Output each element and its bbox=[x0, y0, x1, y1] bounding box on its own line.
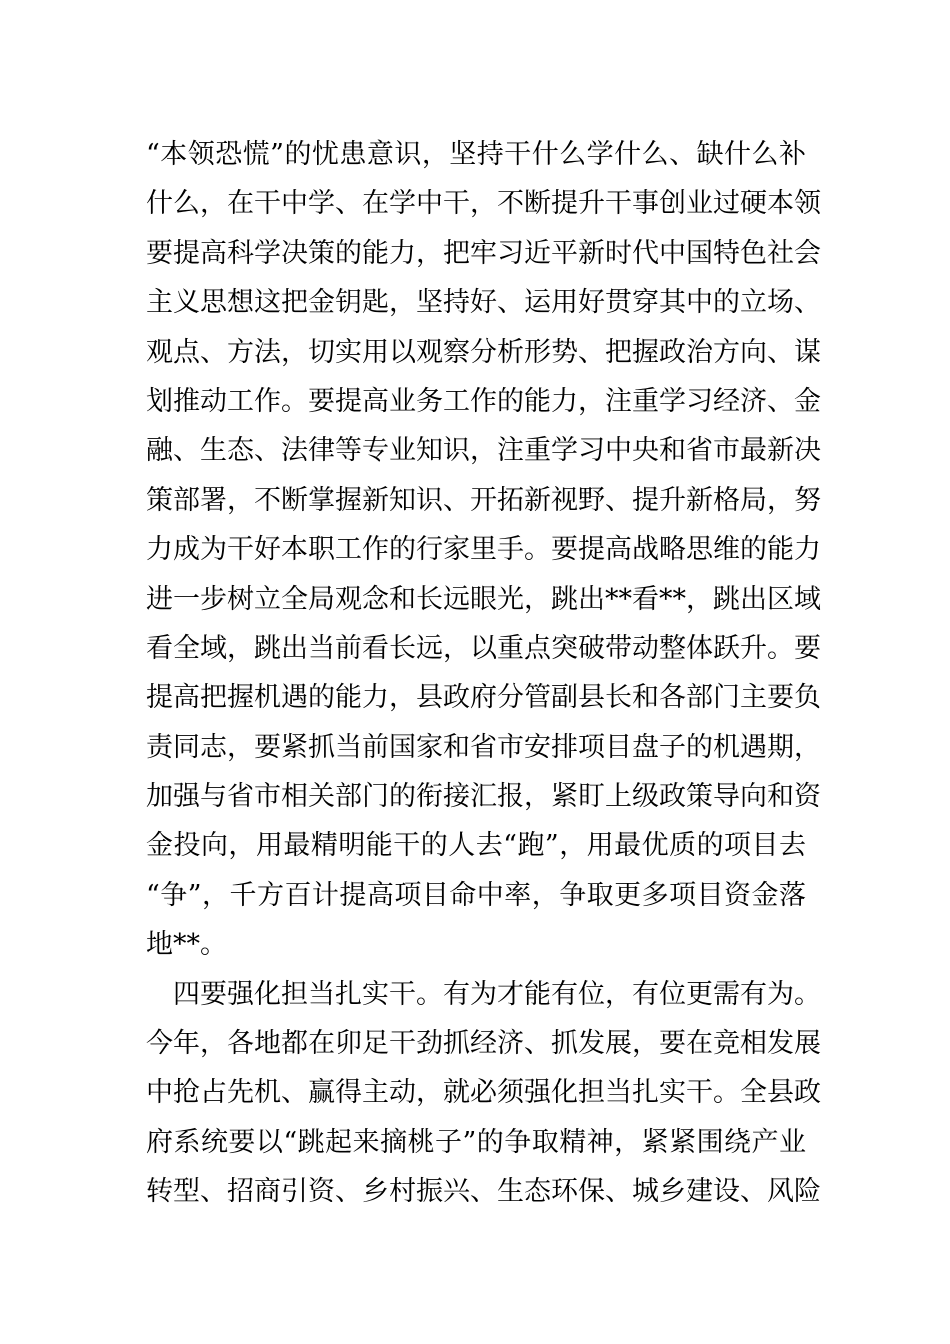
text-line: 中抢占先机、赢得主动，就必须强化担当扎实干。全县政 bbox=[146, 1077, 821, 1109]
text-line: 提高把握机遇的能力，县政府分管副县长和各部门主要负 bbox=[146, 682, 821, 714]
text-line: “争”，千方百计提高项目命中率，争取更多项目资金落 bbox=[146, 879, 806, 911]
text-line: “本领恐慌”的忧患意识，坚持干什么学什么、缺什么补 bbox=[146, 139, 806, 170]
text-line: 金投向，用最精明能干的人去“跑”，用最优质的项目去 bbox=[146, 830, 806, 862]
text-line: 策部署，不断掌握新知识、开拓新视野、提升新格局，努 bbox=[146, 484, 821, 516]
text-line: 责同志，要紧抓当前国家和省市安排项目盘子的机遇期， bbox=[146, 731, 821, 763]
text-line: 府系统要以“跳起来摘桃子”的争取精神，紧紧围绕产业 bbox=[146, 1126, 806, 1158]
text-line: 今年，各地都在卯足干劲抓经济、抓发展，要在竞相发展 bbox=[146, 1028, 821, 1060]
text-line: 主义思想这把金钥匙，坚持好、运用好贯穿其中的立场、 bbox=[146, 287, 821, 319]
text-line: 转型、招商引资、乡村振兴、生态环保、城乡建设、风险 bbox=[146, 1176, 821, 1208]
text-line-paragraph-end: 地**。 bbox=[146, 929, 227, 961]
text-line-paragraph-start: 四要强化担当扎实干。有为才能有位，有位更需有为。 bbox=[146, 978, 821, 1010]
text-line: 力成为干好本职工作的行家里手。要提高战略思维的能力 bbox=[146, 534, 821, 566]
text-line: 加强与省市相关部门的衔接汇报，紧盯上级政策导向和资 bbox=[146, 781, 821, 813]
text-line: 要提高科学决策的能力，把牢习近平新时代中国特色社会 bbox=[146, 237, 821, 269]
text-line: 划推动工作。要提高业务工作的能力，注重学习经济、金 bbox=[146, 385, 821, 417]
text-line: 看全域，跳出当前看长远，以重点突破带动整体跃升。要 bbox=[146, 632, 821, 664]
document-body bbox=[146, 130, 821, 1217]
text-line: 什么，在干中学、在学中干，不断提升干事创业过硬本领 bbox=[146, 188, 821, 220]
text-line: 进一步树立全局观念和长远眼光，跳出**看**，跳出区域 bbox=[146, 583, 821, 615]
text-line: 融、生态、法律等专业知识，注重学习中央和省市最新决 bbox=[146, 435, 821, 467]
text-line: 观点、方法，切实用以观察分析形势、把握政治方向、谋 bbox=[146, 336, 821, 368]
